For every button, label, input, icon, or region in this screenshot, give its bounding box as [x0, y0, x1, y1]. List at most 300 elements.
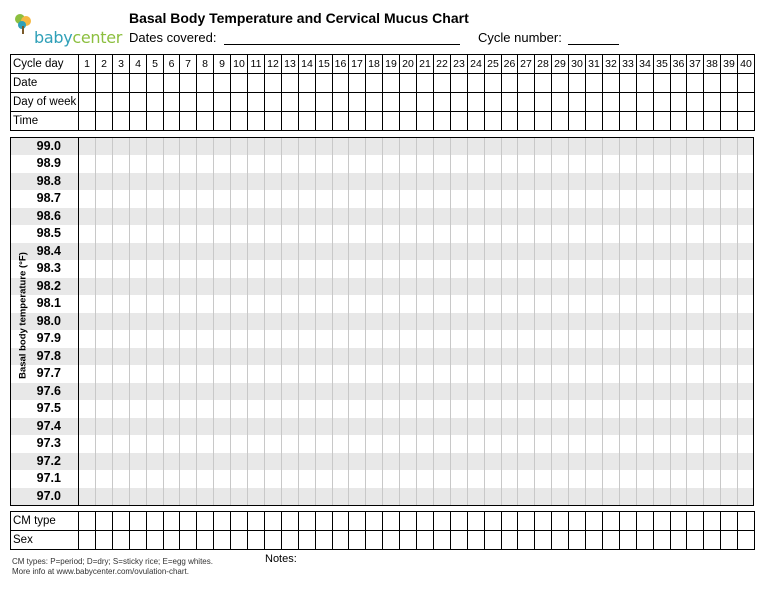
entry-cell[interactable] [434, 74, 451, 93]
entry-cell[interactable] [417, 112, 434, 131]
cycle-day-number: 28 [535, 55, 552, 74]
cycle-day-number: 33 [620, 55, 637, 74]
entry-cell[interactable] [333, 512, 349, 531]
entry-cell[interactable] [654, 93, 671, 112]
cycle-day-number: 2 [96, 55, 113, 74]
cycle-day-number: 17 [349, 55, 366, 74]
entry-cell[interactable] [502, 512, 518, 531]
entry-cell[interactable] [637, 512, 654, 531]
entry-cell[interactable] [248, 512, 265, 531]
entry-cell[interactable] [620, 112, 637, 131]
entry-cell[interactable] [147, 531, 164, 550]
cycle-day-number: 14 [299, 55, 316, 74]
entry-cell[interactable] [248, 93, 265, 112]
entry-cell[interactable] [265, 531, 282, 550]
entry-cell[interactable] [535, 93, 552, 112]
entry-cell[interactable] [299, 531, 316, 550]
temperature-label: 97.0 [36, 488, 61, 503]
entry-cell[interactable] [586, 93, 603, 112]
cycle-day-number: 35 [654, 55, 671, 74]
entry-cell[interactable] [383, 531, 400, 550]
entry-cell[interactable] [451, 531, 468, 550]
entry-cell[interactable] [738, 112, 755, 131]
entry-cell[interactable] [704, 531, 721, 550]
entry-cell[interactable] [603, 512, 620, 531]
temperature-label: 97.6 [36, 383, 61, 398]
entry-cell[interactable] [164, 74, 180, 93]
column-gridline [653, 138, 654, 505]
entry-cell[interactable] [366, 531, 383, 550]
column-gridline [585, 138, 586, 505]
column-gridline [365, 138, 366, 505]
entry-cell[interactable] [316, 93, 333, 112]
entry-cell[interactable] [349, 74, 366, 93]
entry-cell[interactable] [96, 512, 113, 531]
entry-cell[interactable] [299, 512, 316, 531]
entry-cell[interactable] [282, 512, 299, 531]
entry-cell[interactable] [654, 512, 671, 531]
entry-cell[interactable] [366, 93, 383, 112]
cycle-number-field[interactable] [568, 44, 619, 45]
entry-cell[interactable] [687, 531, 704, 550]
column-gridline [230, 138, 231, 505]
entry-cell[interactable] [738, 74, 755, 93]
entry-cell[interactable] [366, 512, 383, 531]
entry-cell[interactable] [282, 74, 299, 93]
entry-cell[interactable] [96, 93, 113, 112]
babycenter-logo [10, 10, 123, 50]
column-gridline [636, 138, 637, 505]
entry-cell[interactable] [654, 74, 671, 93]
entry-cell[interactable] [637, 74, 654, 93]
cycle-day-number: 31 [586, 55, 603, 74]
entry-cell[interactable] [366, 74, 383, 93]
entry-cell[interactable] [180, 531, 197, 550]
entry-cell[interactable] [434, 531, 451, 550]
cycle-day-number: 4 [130, 55, 147, 74]
entry-cell[interactable] [79, 512, 96, 531]
entry-cell[interactable] [214, 93, 231, 112]
entry-cell[interactable] [704, 512, 721, 531]
entry-cell[interactable] [349, 93, 366, 112]
entry-cell[interactable] [518, 74, 535, 93]
entry-cell[interactable] [96, 531, 113, 550]
entry-cell[interactable] [282, 112, 299, 131]
entry-cell[interactable] [79, 531, 96, 550]
entry-cell[interactable] [383, 512, 400, 531]
entry-cell[interactable] [569, 531, 586, 550]
entry-cell[interactable] [316, 512, 333, 531]
entry-cell[interactable] [113, 93, 130, 112]
entry-cell[interactable] [383, 93, 400, 112]
temperature-label: 98.3 [36, 261, 61, 276]
entry-cell[interactable] [620, 512, 637, 531]
entry-cell[interactable] [180, 512, 197, 531]
row-label: Cycle day [11, 55, 79, 74]
entry-cell[interactable] [687, 93, 704, 112]
entry-cell[interactable] [451, 93, 468, 112]
entry-cell[interactable] [485, 112, 502, 131]
entry-cell[interactable] [79, 112, 96, 131]
entry-cell[interactable] [180, 74, 197, 93]
temperature-label: 98.0 [36, 313, 61, 328]
column-gridline [501, 138, 502, 505]
entry-cell[interactable] [687, 74, 704, 93]
column-gridline [247, 138, 248, 505]
temperature-label: 99.0 [36, 139, 61, 153]
entry-cell[interactable] [147, 512, 164, 531]
entry-cell[interactable] [721, 112, 738, 131]
cycle-day-number: 39 [721, 55, 738, 74]
entry-cell[interactable] [721, 512, 738, 531]
entry-cell[interactable] [468, 112, 485, 131]
entry-cell[interactable] [721, 531, 738, 550]
entry-cell[interactable] [518, 112, 535, 131]
entry-cell[interactable] [518, 512, 535, 531]
entry-cell[interactable] [248, 74, 265, 93]
entry-cell[interactable] [569, 74, 586, 93]
entry-cell[interactable] [147, 112, 164, 131]
cycle-day-number: 36 [671, 55, 687, 74]
column-gridline [467, 138, 468, 505]
entry-cell[interactable] [333, 74, 349, 93]
entry-cell[interactable] [671, 512, 687, 531]
column-gridline [551, 138, 552, 505]
entry-cell[interactable] [299, 93, 316, 112]
entry-cell[interactable] [248, 531, 265, 550]
temperature-label: 98.2 [36, 278, 61, 293]
entry-cell[interactable] [265, 93, 282, 112]
entry-cell[interactable] [485, 512, 502, 531]
entry-cell[interactable] [586, 74, 603, 93]
entry-cell[interactable] [687, 112, 704, 131]
entry-cell[interactable] [349, 112, 366, 131]
column-gridline [332, 138, 333, 505]
column-gridline [179, 138, 180, 505]
entry-cell[interactable] [113, 112, 130, 131]
entry-cell[interactable] [704, 112, 721, 131]
column-gridline [670, 138, 671, 505]
cycle-day-number: 40 [738, 55, 755, 74]
entry-cell[interactable] [603, 112, 620, 131]
cycle-day-number: 12 [265, 55, 282, 74]
cycle-day-number: 16 [333, 55, 349, 74]
entry-cell[interactable] [316, 531, 333, 550]
entry-cell[interactable] [214, 512, 231, 531]
cycle-day-number: 26 [502, 55, 518, 74]
row-label: Date [11, 74, 79, 93]
entry-cell[interactable] [451, 512, 468, 531]
entry-cell[interactable] [434, 93, 451, 112]
column-gridline [416, 138, 417, 505]
entry-cell[interactable] [535, 512, 552, 531]
entry-cell[interactable] [130, 531, 147, 550]
entry-cell[interactable] [671, 74, 687, 93]
dates-covered-field[interactable] [224, 44, 460, 45]
entry-cell[interactable] [502, 531, 518, 550]
entry-cell[interactable] [265, 74, 282, 93]
temperature-label: 97.4 [36, 418, 61, 433]
cycle-day-number: 19 [383, 55, 400, 74]
row-label: Sex [11, 531, 79, 550]
entry-cell[interactable] [180, 93, 197, 112]
entry-cell[interactable] [299, 74, 316, 93]
entry-cell[interactable] [552, 112, 569, 131]
column-gridline [568, 138, 569, 505]
entry-cell[interactable] [535, 531, 552, 550]
entry-cell[interactable] [282, 531, 299, 550]
entry-cell[interactable] [214, 74, 231, 93]
cycle-day-number: 29 [552, 55, 569, 74]
entry-cell[interactable] [485, 93, 502, 112]
entry-cell[interactable] [130, 93, 147, 112]
entry-cell[interactable] [671, 112, 687, 131]
entry-cell[interactable] [620, 531, 637, 550]
entry-cell[interactable] [400, 93, 417, 112]
column-gridline [112, 138, 113, 505]
entry-cell[interactable] [451, 112, 468, 131]
temperature-label: 98.8 [36, 173, 61, 188]
entry-cell[interactable] [147, 93, 164, 112]
column-gridline [146, 138, 147, 505]
cycle-day-number: 15 [316, 55, 333, 74]
column-gridline [281, 138, 282, 505]
entry-cell[interactable] [400, 74, 417, 93]
entry-cell[interactable] [637, 93, 654, 112]
entry-cell[interactable] [535, 74, 552, 93]
entry-cell[interactable] [451, 74, 468, 93]
entry-cell[interactable] [180, 112, 197, 131]
entry-cell[interactable] [620, 93, 637, 112]
grid-row [11, 93, 755, 112]
entry-cell[interactable] [603, 93, 620, 112]
entry-cell[interactable] [468, 74, 485, 93]
entry-cell[interactable] [502, 74, 518, 93]
temperature-label: 98.5 [36, 226, 61, 241]
column-gridline [484, 138, 485, 505]
entry-cell[interactable] [569, 93, 586, 112]
entry-cell[interactable] [130, 74, 147, 93]
entry-cell[interactable] [333, 112, 349, 131]
cycle-day-number: 38 [704, 55, 721, 74]
entry-cell[interactable] [637, 112, 654, 131]
entry-cell[interactable] [197, 74, 214, 93]
entry-cell[interactable] [704, 74, 721, 93]
entry-cell[interactable] [485, 531, 502, 550]
dates-covered-label: Dates covered: [129, 30, 217, 45]
entry-cell[interactable] [586, 512, 603, 531]
entry-cell[interactable] [485, 74, 502, 93]
entry-cell[interactable] [671, 93, 687, 112]
entry-cell[interactable] [518, 531, 535, 550]
entry-cell[interactable] [603, 74, 620, 93]
column-gridline [619, 138, 620, 505]
entry-cell[interactable] [79, 74, 96, 93]
entry-cell[interactable] [79, 93, 96, 112]
column-gridline [78, 138, 79, 505]
column-gridline [534, 138, 535, 505]
column-gridline [348, 138, 349, 505]
cycle-day-number: 22 [434, 55, 451, 74]
entry-cell[interactable] [164, 531, 180, 550]
entry-cell[interactable] [417, 93, 434, 112]
entry-cell[interactable] [231, 93, 248, 112]
column-gridline [315, 138, 316, 505]
entry-cell[interactable] [113, 531, 130, 550]
entry-cell[interactable] [468, 93, 485, 112]
entry-cell[interactable] [417, 74, 434, 93]
entry-cell[interactable] [654, 112, 671, 131]
bottom-grid [10, 511, 755, 550]
entry-cell[interactable] [687, 512, 704, 531]
notes-label: Notes: [265, 553, 297, 565]
entry-cell[interactable] [620, 74, 637, 93]
cycle-day-number: 6 [164, 55, 180, 74]
cycle-day-number: 37 [687, 55, 704, 74]
entry-cell[interactable] [434, 512, 451, 531]
entry-cell[interactable] [502, 93, 518, 112]
column-gridline [686, 138, 687, 505]
entry-cell[interactable] [231, 112, 248, 131]
entry-cell[interactable] [349, 512, 366, 531]
tree-icon [12, 12, 34, 36]
entry-cell[interactable] [96, 74, 113, 93]
cycle-day-number: 10 [231, 55, 248, 74]
entry-cell[interactable] [400, 512, 417, 531]
entry-cell[interactable] [671, 531, 687, 550]
page-title: Basal Body Temperature and Cervical Mucus Chart [129, 10, 469, 26]
entry-cell[interactable] [502, 112, 518, 131]
entry-cell[interactable] [383, 74, 400, 93]
temperature-label: 97.5 [36, 401, 61, 416]
column-gridline [213, 138, 214, 505]
entry-cell[interactable] [113, 512, 130, 531]
cycle-day-number: 18 [366, 55, 383, 74]
entry-cell[interactable] [214, 531, 231, 550]
entry-cell[interactable] [721, 93, 738, 112]
cycle-day-number: 34 [637, 55, 654, 74]
entry-cell[interactable] [147, 74, 164, 93]
grid-row [11, 531, 755, 550]
column-gridline [298, 138, 299, 505]
entry-cell[interactable] [738, 512, 755, 531]
entry-cell[interactable] [468, 531, 485, 550]
entry-cell[interactable] [164, 93, 180, 112]
entry-cell[interactable] [366, 112, 383, 131]
entry-cell[interactable] [654, 531, 671, 550]
cycle-day-number: 5 [147, 55, 164, 74]
entry-cell[interactable] [299, 112, 316, 131]
entry-cell[interactable] [231, 531, 248, 550]
temperature-label: 98.6 [36, 208, 61, 223]
entry-cell[interactable] [197, 512, 214, 531]
entry-cell[interactable] [417, 531, 434, 550]
entry-cell[interactable] [316, 74, 333, 93]
cycle-day-number: 3 [113, 55, 130, 74]
entry-cell[interactable] [400, 531, 417, 550]
entry-cell[interactable] [434, 112, 451, 131]
entry-cell[interactable] [130, 512, 147, 531]
cycle-day-number: 8 [197, 55, 214, 74]
entry-cell[interactable] [468, 512, 485, 531]
entry-cell[interactable] [417, 512, 434, 531]
cycle-day-number: 27 [518, 55, 535, 74]
entry-cell[interactable] [637, 531, 654, 550]
entry-cell[interactable] [282, 93, 299, 112]
entry-cell[interactable] [518, 93, 535, 112]
entry-cell[interactable] [349, 531, 366, 550]
grid-row [11, 512, 755, 531]
cycle-day-number: 13 [282, 55, 299, 74]
entry-cell[interactable] [248, 112, 265, 131]
cycle-day-number: 30 [569, 55, 586, 74]
y-axis-label: Basal body temperature (°F) [17, 252, 29, 379]
entry-cell[interactable] [400, 112, 417, 131]
cm-types-note: CM types: P=period; D=dry; S=sticky rice; E=egg whites. [12, 557, 213, 566]
column-gridline [433, 138, 434, 505]
entry-cell[interactable] [164, 512, 180, 531]
entry-cell[interactable] [738, 93, 755, 112]
temperature-label: 97.9 [36, 331, 61, 346]
column-gridline [399, 138, 400, 505]
entry-cell[interactable] [316, 112, 333, 131]
column-gridline [737, 138, 738, 505]
column-gridline [163, 138, 164, 505]
entry-cell[interactable] [586, 112, 603, 131]
entry-cell[interactable] [569, 512, 586, 531]
entry-cell[interactable] [333, 93, 349, 112]
entry-cell[interactable] [569, 112, 586, 131]
entry-cell[interactable] [164, 112, 180, 131]
entry-cell[interactable] [231, 512, 248, 531]
entry-cell[interactable] [603, 531, 620, 550]
entry-cell[interactable] [552, 531, 569, 550]
grid-row [11, 55, 755, 74]
entry-cell[interactable] [265, 512, 282, 531]
entry-cell[interactable] [552, 74, 569, 93]
column-gridline [517, 138, 518, 505]
temperature-label: 98.7 [36, 191, 61, 206]
entry-cell[interactable] [333, 531, 349, 550]
entry-cell[interactable] [197, 112, 214, 131]
entry-cell[interactable] [265, 112, 282, 131]
entry-cell[interactable] [552, 512, 569, 531]
temperature-label: 98.9 [36, 156, 61, 171]
entry-cell[interactable] [96, 112, 113, 131]
entry-cell[interactable] [231, 74, 248, 93]
entry-cell[interactable] [197, 93, 214, 112]
cycle-day-number: 20 [400, 55, 417, 74]
entry-cell[interactable] [383, 112, 400, 131]
entry-cell[interactable] [552, 93, 569, 112]
entry-cell[interactable] [586, 531, 603, 550]
entry-cell[interactable] [113, 74, 130, 93]
cycle-day-number: 1 [79, 55, 96, 74]
cycle-day-number: 25 [485, 55, 502, 74]
entry-cell[interactable] [197, 531, 214, 550]
column-gridline [196, 138, 197, 505]
entry-cell[interactable] [130, 112, 147, 131]
entry-cell[interactable] [704, 93, 721, 112]
entry-cell[interactable] [214, 112, 231, 131]
entry-cell[interactable] [535, 112, 552, 131]
column-gridline [703, 138, 704, 505]
grid-row [11, 74, 755, 93]
grid-row [11, 112, 755, 131]
entry-cell[interactable] [738, 531, 755, 550]
column-gridline [450, 138, 451, 505]
entry-cell[interactable] [721, 74, 738, 93]
